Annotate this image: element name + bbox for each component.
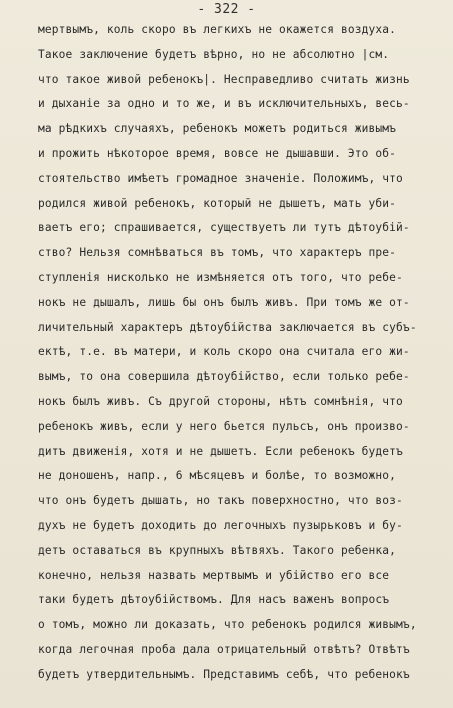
text-line: дитъ движенія, хотя и не дышетъ. Если ребенокъ будетъ (38, 444, 403, 458)
text-line: ступленія нисколько не измѣняется отъ того, что ребе- (38, 270, 403, 284)
text-line: когда легочная проба дала отрицательный отвѣтъ? Отвѣтъ (38, 642, 410, 656)
text-line: нокъ былъ живъ. Съ другой стороны, нѣтъ сомнѣнія, что (38, 394, 403, 408)
text-line: и прожить нѣкоторое время, вовсе не дышавши. Это об- (38, 146, 397, 160)
text-line: ма рѣдкихъ случаяхъ, ребенокъ можетъ родиться живымъ (38, 122, 397, 136)
text-line: и дыханіе за одно и то же, и въ исключительныхъ, весь- (38, 97, 410, 111)
text-line: ребенокъ живъ, если у него бьется пульсъ, онъ произво- (38, 419, 410, 433)
text-line: детъ оставаться въ крупныхъ вѣтвяхъ. Такого ребенка, (38, 543, 397, 557)
text-line: мертвымъ, коль скоро въ легкихъ не окажется воздуха. (38, 23, 397, 36)
text-line: вымъ, то она совершила дѣтоубійство, если только ребе- (38, 370, 410, 384)
text-line: что такое живой ребенокъ|. Несправедливо считать жизнь (38, 72, 410, 86)
text-line: ваетъ его; спрашивается, существуетъ ли тутъ дѣтоубій- (38, 221, 410, 235)
text-line: ство? Нельзя сомнѣваться въ томъ, что характеръ пре- (38, 246, 397, 260)
text-line: родился живой ребенокъ, который не дышетъ, мать уби- (38, 196, 397, 210)
text-line: будетъ утвердительнымъ. Представимъ себѣ, что ребенокъ (38, 667, 410, 681)
text-line: конечно, нельзя назвать мертвымъ и убійство его все (38, 568, 390, 582)
page-number: - 322 - (197, 2, 256, 17)
text-line: стоятельство имѣетъ громадное значеніе. Положимъ, что (38, 171, 403, 185)
text-line: ектѣ, т.е. въ матери, и коль скоро она считала его жи- (38, 345, 410, 359)
text-line: таки будетъ дѣтоубійствомъ. Для насъ важенъ вопросъ (38, 593, 390, 607)
text-line: личительный характеръ дѣтоубійства заключается въ субъ- (38, 320, 417, 334)
text-line: о томъ, можно ли доказать, что ребенокъ родился живымъ, (38, 618, 417, 632)
text-line: что онъ будетъ дышать, но такъ поверхностно, что воз- (38, 494, 403, 508)
text-line: Такое заключение будетъ вѣрно, но не абсолютно |см. (38, 47, 390, 61)
text-line: нокъ не дышалъ, лишь бы онъ былъ живъ. При томъ же от- (38, 295, 410, 309)
text-line: духъ не будетъ доходить до легочныхъ пузырьковъ и бу- (38, 518, 403, 532)
text-body (38, 18, 438, 688)
text-line: не доношенъ, напр., 6 мѣсяцевъ и болѣе, то возможно, (38, 469, 397, 483)
